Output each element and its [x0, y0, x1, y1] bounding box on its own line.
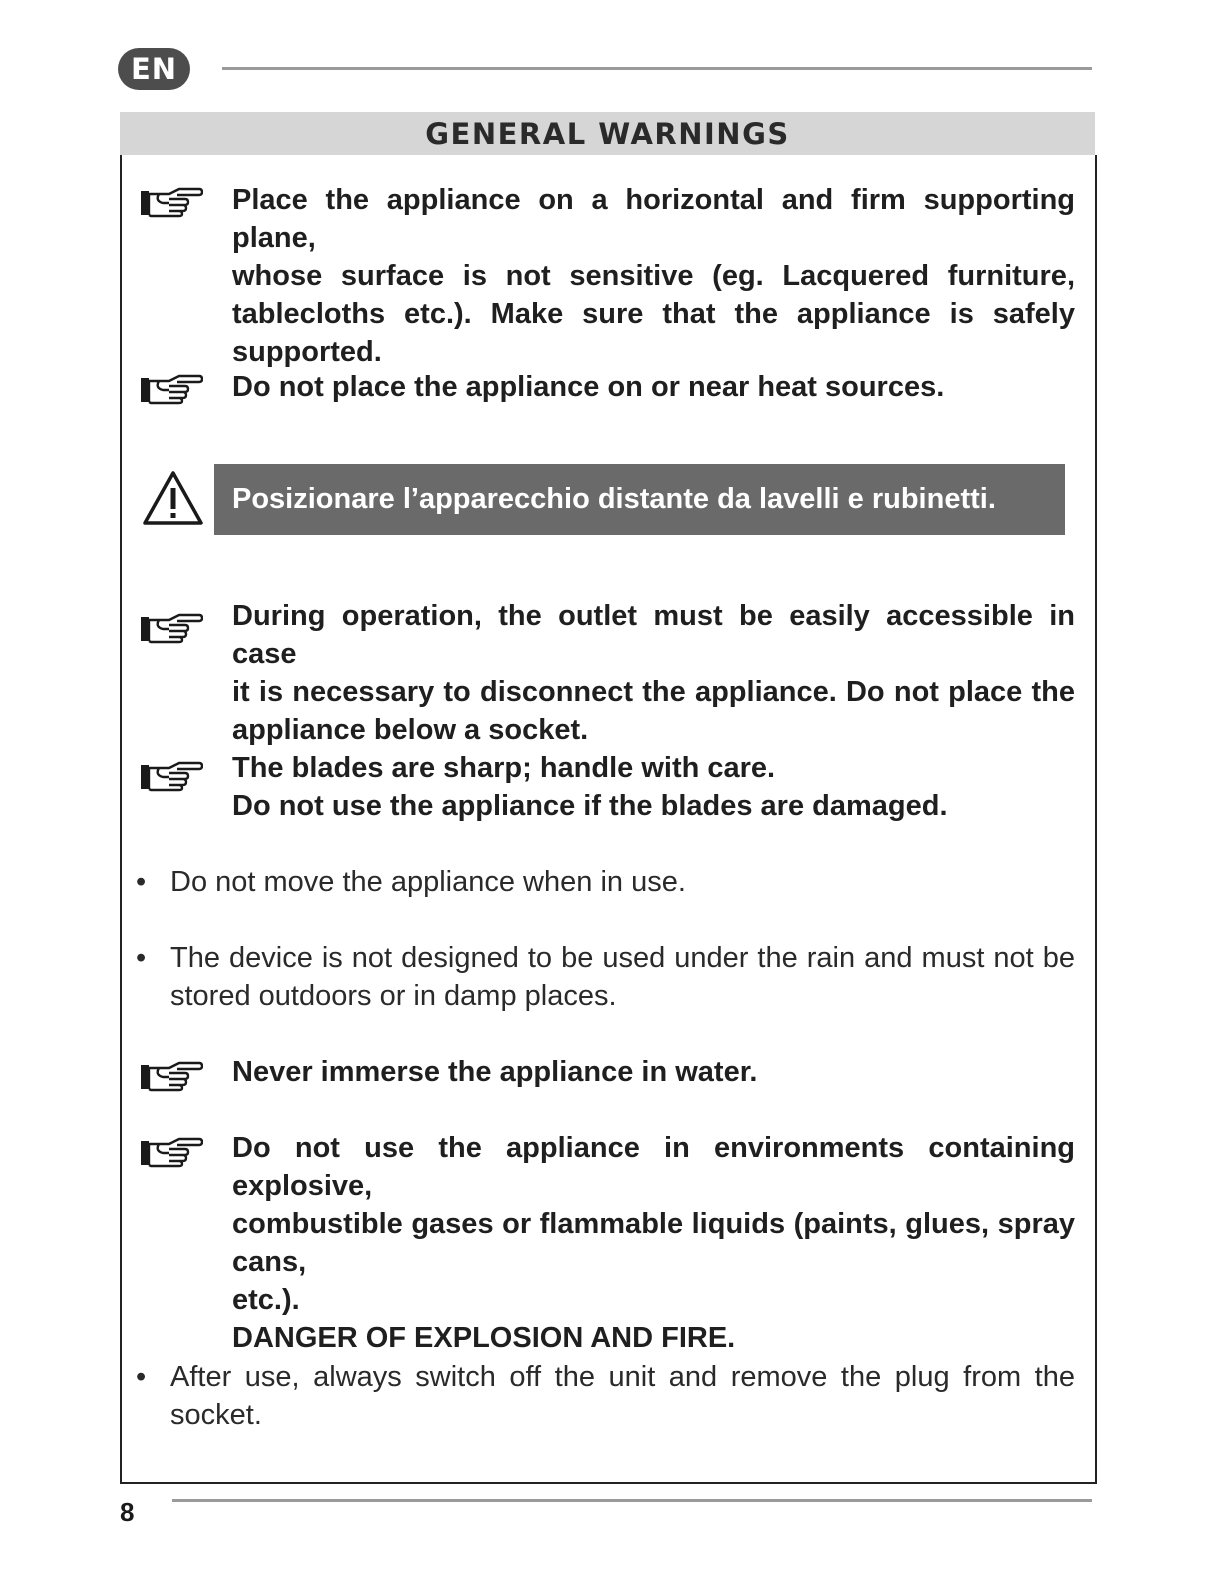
language-badge: EN: [118, 48, 190, 90]
bullet-icon: •: [136, 942, 147, 974]
section-title: GENERAL WARNINGS: [120, 112, 1095, 155]
warning-banner: Posizionare l’apparecchio distante da lavelli e rubinetti.: [214, 464, 1065, 535]
danger-line: DANGER OF EXPLOSION AND FIRE.: [232, 1322, 736, 1354]
pointing-hand-icon: [139, 1059, 203, 1093]
pointing-hand-icon: [139, 185, 203, 219]
header-rule: [222, 67, 1092, 70]
bullet-line: stored outdoors or in damp places.: [170, 980, 617, 1012]
bullet-line: Do not move the appliance when in use.: [170, 866, 686, 898]
note-line: Never immerse the appliance in water.: [232, 1056, 758, 1088]
pointing-hand-icon: [139, 372, 203, 406]
note-line: Do not use the appliance if the blades are damaged.: [232, 790, 948, 822]
note-line: Do not use the appliance in environments containing explosive,: [232, 1132, 1075, 1202]
bullet-line: socket.: [170, 1399, 262, 1431]
bullet-line: The device is not designed to be used under the rain and must not be: [170, 942, 1075, 974]
pointing-hand-icon: [139, 1135, 203, 1169]
note-line: whose surface is not sensitive (eg. Lacquered furniture,: [232, 260, 1075, 292]
warning-triangle-icon: [142, 470, 204, 526]
pointing-hand-icon: [139, 759, 203, 793]
note-line: etc.).: [232, 1284, 300, 1316]
note-line: Do not place the appliance on or near heat sources.: [232, 371, 945, 403]
note-line: it is necessary to disconnect the appliance. Do not place the: [232, 676, 1075, 708]
warnings-box: [120, 155, 1097, 1484]
note-line: Place the appliance on a horizontal and firm supporting plane,: [232, 184, 1075, 254]
note-line: During operation, the outlet must be easily accessible in case: [232, 600, 1075, 670]
bullet-icon: •: [136, 1361, 147, 1393]
note-line: appliance below a socket.: [232, 714, 589, 746]
note-line: combustible gases or flammable liquids (paints, glues, spray cans,: [232, 1208, 1075, 1278]
page-number: 8: [120, 1497, 135, 1527]
bullet-icon: •: [136, 866, 147, 898]
bullet-line: After use, always switch off the unit and remove the plug from the: [170, 1361, 1075, 1393]
note-line: The blades are sharp; handle with care.: [232, 752, 776, 784]
note-line: supported.: [232, 336, 382, 368]
note-line: tablecloths etc.). Make sure that the appliance is safely: [232, 298, 1075, 330]
pointing-hand-icon: [139, 611, 203, 645]
footer-rule: [172, 1499, 1092, 1502]
